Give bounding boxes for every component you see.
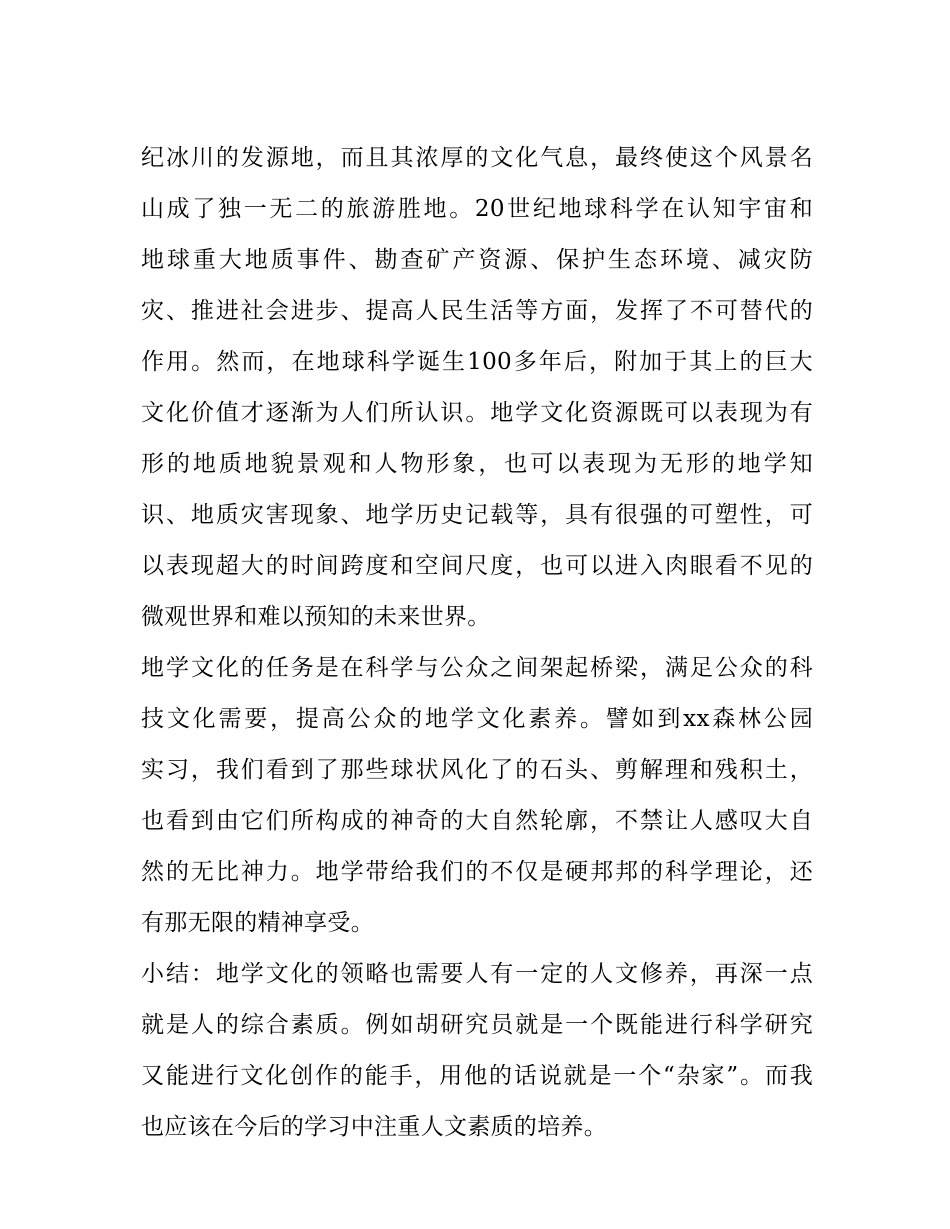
text-line: 然的无比神力。地学带给我们的不仅是硬邦邦的科学理论，还 xyxy=(141,859,813,885)
text-line: 纪冰川的发源地，而且其浓厚的文化气息，最终使这个风景名 xyxy=(141,145,813,171)
text-line: 微观世界和难以预知的未来世界。 xyxy=(141,604,491,630)
text-line: 小结：地学文化的领略也需要人有一定的人文修养，再深一点 xyxy=(141,961,813,987)
text-line: 灾、推进社会进步、提高人民生活等方面，发挥了不可替代的 xyxy=(141,298,813,324)
text-line: 文化价值才逐渐为人们所认识。地学文化资源既可以表现为有 xyxy=(141,400,813,426)
text-line: 识、地质灾害现象、地学历史记载等，具有很强的可塑性，可 xyxy=(141,502,813,528)
text-line: 也看到由它们所构成的神奇的大自然轮廓，不禁让人感叹大自 xyxy=(141,808,813,834)
text-line: 山成了独一无二的旅游胜地。20世纪地球科学在认知宇宙和 xyxy=(141,196,813,222)
text-line: 地球重大地质事件、勘查矿产资源、保护生态环境、减灾防 xyxy=(141,247,813,273)
text-line: 以表现超大的时间跨度和空间尺度，也可以进入肉眼看不见的 xyxy=(141,553,813,579)
text-line: 又能进行文化创作的能手，用他的话说就是一个“杂家”。而我 xyxy=(141,1063,813,1089)
text-line: 有那无限的精神享受。 xyxy=(141,910,374,936)
text-line: 形的地质地貌景观和人物形象，也可以表现为无形的地学知 xyxy=(141,451,813,477)
text-line: 技文化需要，提高公众的地学文化素养。譬如到xx森林公园 xyxy=(141,706,813,732)
text-line: 也应该在今后的学习中注重人文素质的培养。 xyxy=(141,1114,607,1140)
text-line: 实习，我们看到了那些球状风化了的石头、剪解理和残积土， xyxy=(141,757,813,783)
document-body xyxy=(141,133,813,1153)
text-line: 地学文化的任务是在科学与公众之间架起桥梁，满足公众的科 xyxy=(141,655,813,681)
text-line: 就是人的综合素质。例如胡研究员就是一个既能进行科学研究 xyxy=(141,1012,813,1038)
text-line: 作用。然而，在地球科学诞生100多年后，附加于其上的巨大 xyxy=(141,349,813,375)
